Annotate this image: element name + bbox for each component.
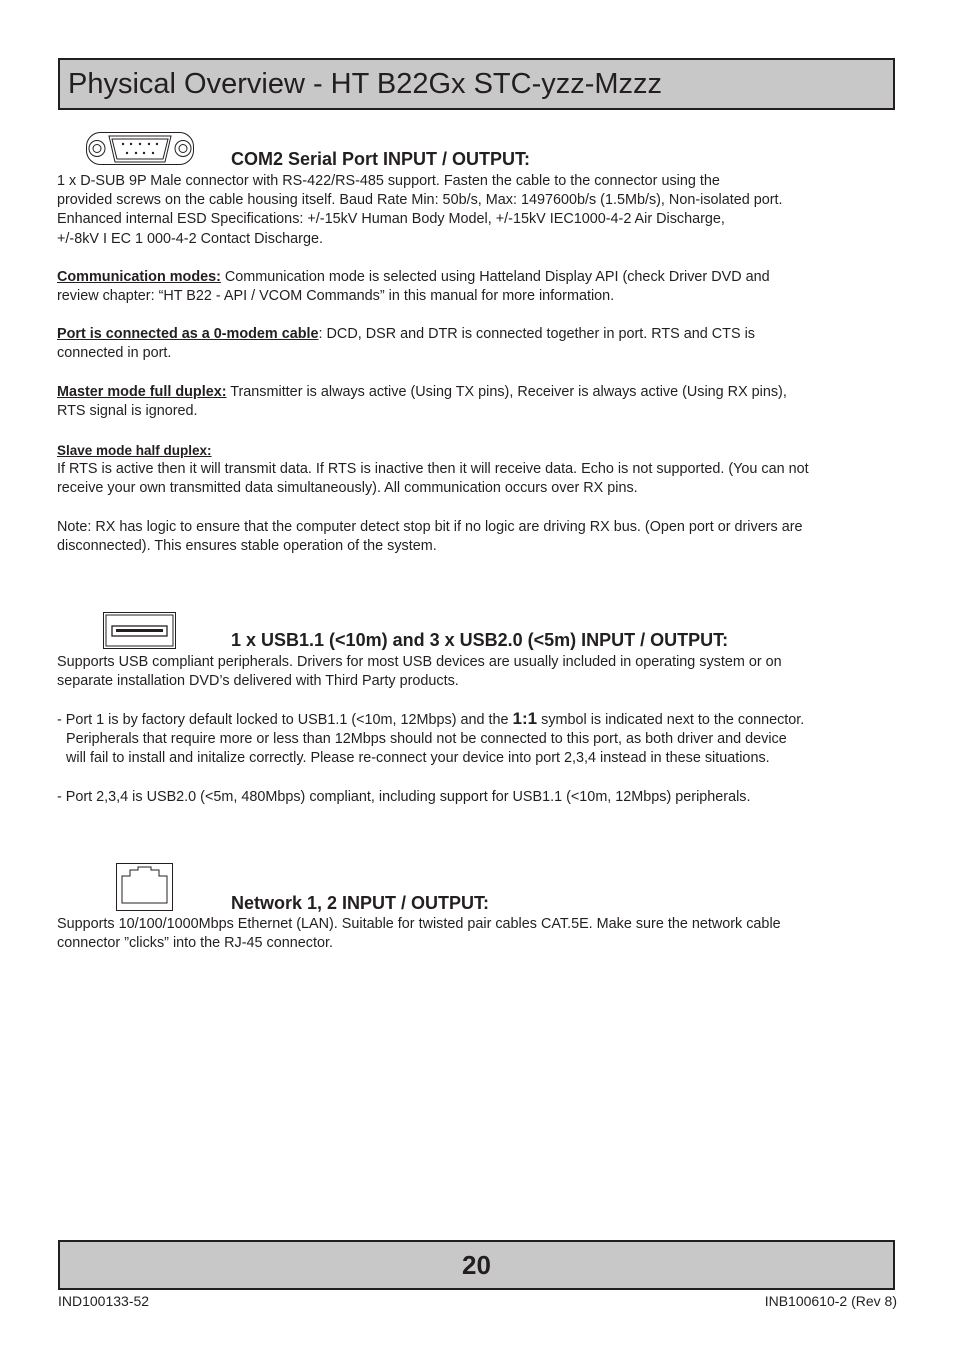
document-id-right: INB100610-2 (Rev 8) [764, 1293, 897, 1309]
communication-modes-paragraph [57, 268, 770, 306]
usb-port1-paragraph [57, 709, 804, 769]
text-line: connected in port. [57, 345, 172, 362]
text-line: will fail to install and initalize correctly. Please re-connect your device into port 2,3,4 instead in these situations. [66, 750, 770, 767]
text-line: separate installation DVD’s delivered with Third Party products. [57, 673, 459, 690]
usb11-symbol: 1:1 [512, 709, 538, 728]
db9-connector-icon [86, 130, 194, 168]
text-line: connector ”clicks” into the RJ-45 connector. [57, 935, 333, 952]
slave-mode-paragraph [57, 441, 809, 499]
usb-section-title: 1 x USB1.1 (<10m) and 3 x USB2.0 (<5m) INPUT / OUTPUT: [231, 630, 729, 650]
text-span: Transmitter is always active (Using TX pins), Receiver is always active (Using RX pins), [226, 384, 787, 400]
slave-mode-label: Slave mode half duplex: [57, 443, 212, 458]
text-line: If RTS is active then it will transmit data. If RTS is inactive then it will receive data. Echo is not supported. (You can not [57, 461, 809, 478]
text-line: RTS signal is ignored. [57, 403, 198, 420]
network-description [57, 915, 781, 953]
network-section-title: Network 1, 2 INPUT / OUTPUT: [231, 893, 490, 913]
text-line: provided screws on the cable housing itself. Baud Rate Min: 50b/s, Max: 1497600b/s (1.5Mb/s), Non-isolated port. [57, 192, 783, 209]
text-line: - Port 2,3,4 is USB2.0 (<5m, 480Mbps) compliant, including support for USB1.1 (<10m, 12Mbps) peripherals. [57, 789, 751, 805]
text-line: 1 x D-SUB 9P Male connector with RS-422/RS-485 support. Fasten the cable to the connector using the [57, 173, 720, 189]
text-line: review chapter: “HT B22 - API / VCOM Commands” in this manual for more information. [57, 288, 615, 305]
text-line: disconnected). This ensures stable operation of the system. [57, 538, 437, 555]
document-id-left: IND100133-52 [58, 1293, 150, 1309]
zero-modem-paragraph [57, 325, 755, 363]
communication-modes-label: Communication modes: [57, 269, 221, 285]
header-bar [58, 58, 895, 110]
text-span: - Port 1 is by factory default locked to USB1.1 (<10m, 12Mbps) and the [57, 712, 513, 728]
text-line: +/-8kV I EC 1 000-4-2 Contact Discharge. [57, 230, 323, 247]
text-span: Communication mode is selected using Hatteland Display API (check Driver DVD and [220, 269, 770, 285]
footer-bar [58, 1240, 895, 1290]
page-title: Physical Overview - HT B22Gx STC-yzz-Mzzz [68, 68, 663, 100]
text-line: Note: RX has logic to ensure that the computer detect stop bit if no logic are driving RX bus. (Open port or drivers are [57, 519, 803, 535]
text-line: Peripherals that require more or less than 12Mbps should not be connected to this port, as both driver and device [66, 731, 787, 748]
text-line: receive your own transmitted data simultaneously). All communication occurs over RX pins. [57, 480, 638, 497]
note-paragraph [57, 518, 803, 556]
com2-description [57, 172, 783, 249]
rj45-port-icon [116, 863, 173, 911]
master-mode-label: Master mode full duplex: [57, 384, 227, 400]
text-line: Enhanced internal ESD Specifications: +/-15kV Human Body Model, +/-15kV IEC1000-4-2 Air Discharge, [57, 211, 725, 228]
usb-port234-paragraph [57, 788, 750, 807]
usb-description [57, 653, 782, 691]
zero-modem-label: Port is connected as a 0-modem cable [57, 326, 319, 342]
text-line: Supports 10/100/1000Mbps Ethernet (LAN). Suitable for twisted pair cables CAT.5E. Make sure the network cable [57, 916, 781, 932]
text-span: : DCD, DSR and DTR is connected together in port. RTS and CTS is [318, 326, 755, 342]
page-number: 20 [462, 1250, 491, 1280]
master-mode-paragraph [57, 383, 787, 421]
usb-port-icon [103, 612, 176, 649]
com2-section-title: COM2 Serial Port INPUT / OUTPUT: [231, 149, 531, 169]
text-line: Supports USB compliant peripherals. Drivers for most USB devices are usually included in operating system or on [57, 654, 782, 670]
text-span: symbol is indicated next to the connector. [537, 712, 805, 728]
